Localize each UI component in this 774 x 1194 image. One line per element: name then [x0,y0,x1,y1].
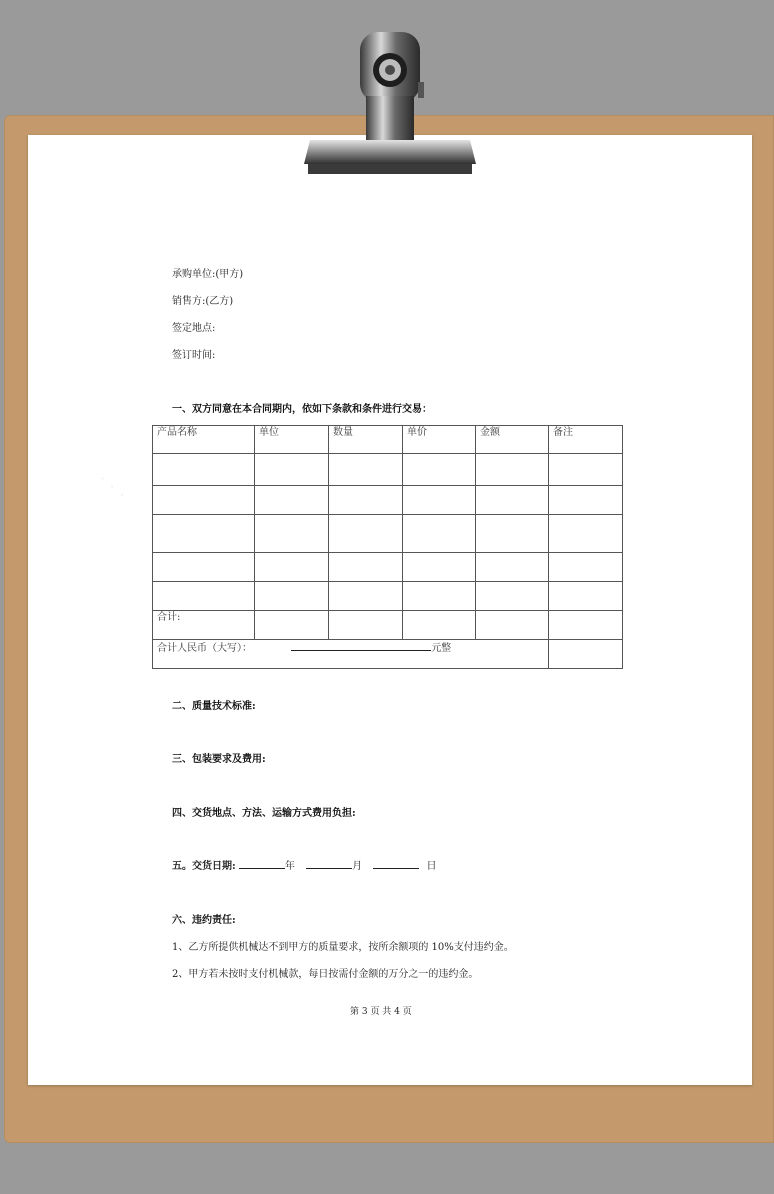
rmb-blank-line [291,641,431,651]
month-label: 月 [352,861,363,872]
section1-title: 一、双方同意在本合同期内，依如下条款和条件进行交易： [172,404,432,415]
sign-time-label: 签订时间: [172,350,216,361]
col-header: 产品名称 [153,426,255,454]
col-header: 数量 [329,426,403,454]
section6-item-2: 2、甲方若未按时支付机械款，每日按需付金额的万分之一的违约金。 [172,969,479,980]
year-blank-line [239,859,285,869]
rmb-cell [153,640,549,669]
rmb-label: 合计人民币（大写）： [157,643,252,654]
month-blank-line [306,859,352,869]
table-row [153,454,623,486]
table-rmb-row [153,640,623,669]
section3-title: 三、包装要求及费用: [172,754,266,765]
total-label: 合计: [153,611,255,640]
buyer-field-label: 承购单位:(甲方) [172,269,244,280]
section6-item-1: 1、乙方所提供机械达不到甲方的质量要求，按所余额项的 10%支付违约金。 [172,942,514,953]
section5-title: 五。交货日期: [172,861,236,872]
table-header-row [153,426,623,454]
col-header: 单价 [403,426,476,454]
section6-title: 六、违约责任: [172,915,236,926]
seller-field-label: 销售方:(乙方) [172,296,234,307]
section4-title: 四、交货地点、方法、运输方式费用负担: [172,808,356,819]
day-label: 日 [426,861,437,872]
col-header: 金额 [476,426,549,454]
binder-clip-icon [300,22,480,182]
product-table [152,425,623,669]
sign-place-label: 签定地点: [172,323,216,334]
table-total-row [153,611,623,640]
page-number: 第 3 页 共 4 页 [350,1007,412,1017]
table-row [153,553,623,582]
section2-title: 二、质量技术标准: [172,701,256,712]
col-header: 单位 [255,426,329,454]
day-blank-line [373,859,419,869]
year-label: 年 [284,861,295,872]
table-row [153,515,623,553]
rmb-suffix: 元整 [431,643,452,654]
col-header: 备注 [549,426,623,454]
table-row [153,486,623,515]
table-row [153,582,623,611]
section5-delivery-date [172,857,436,872]
